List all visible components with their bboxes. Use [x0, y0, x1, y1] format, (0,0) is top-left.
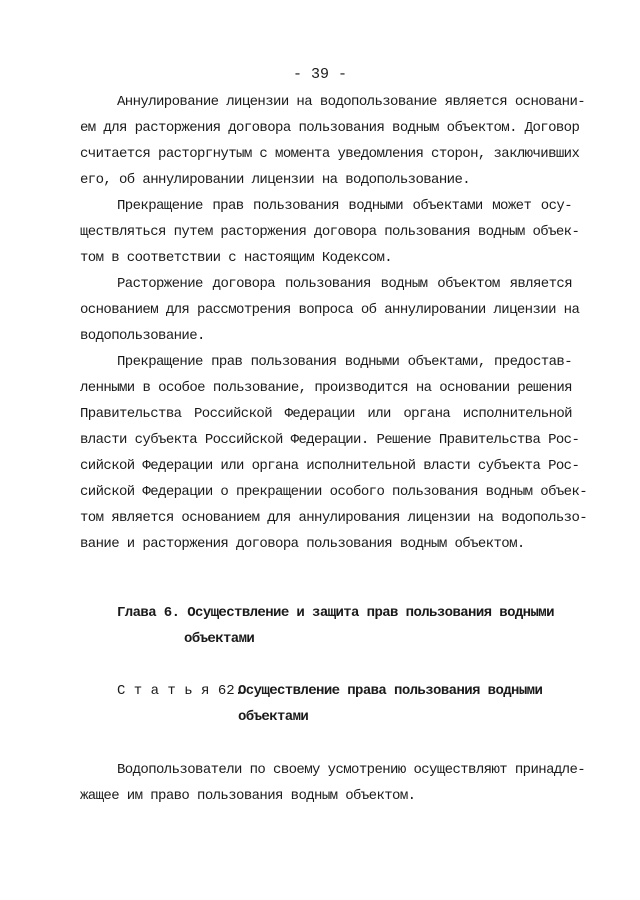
text-line: ем для расторжения договора пользования водным объектом. Договор	[80, 120, 580, 136]
text-line: том в соответствии с настоящим Кодексом.	[80, 250, 393, 266]
text-line: Прекращение прав пользования водными объектами может осу-	[117, 198, 572, 214]
text-line: Водопользователи по своему усмотрению осуществляют принадле-	[117, 762, 586, 778]
text-line: вание и расторжения договора пользования водным объектом.	[80, 536, 525, 552]
text-line: Расторжение договора пользования водным объектом является	[117, 276, 572, 292]
text-line: жащее им право пользования водным объектом.	[80, 788, 416, 804]
text-line: власти субъекта Российской Федерации. Решение Правительства Рос-	[80, 432, 580, 448]
page-number: - 39 -	[292, 66, 347, 83]
article-title-line: Осуществление права пользования водными	[238, 683, 543, 699]
text-line: считается расторгнутым с момента уведомления сторон, заключивших	[80, 146, 580, 162]
chapter-title-line: Глава 6. Осуществление и защита прав пользования водными	[117, 605, 554, 621]
article-label: С т а т ь я 62.	[117, 683, 244, 699]
text-line: основанием для рассмотрения вопроса об аннулировании лицензии на	[80, 302, 580, 318]
text-line: Правительства Российской Федерации или органа исполнительной	[80, 406, 572, 422]
text-line: сийской Федерации о прекращении особого пользования водным объек-	[80, 484, 588, 500]
text-line: том является основанием для аннулирования лицензии на водопользо-	[80, 510, 588, 526]
text-line: его, об аннулировании лицензии на водопользование.	[80, 172, 471, 188]
text-line: водопользование.	[80, 328, 205, 344]
text-line: ленными в особое пользование, производится на основании решения	[80, 380, 572, 396]
text-line: Прекращение прав пользования водными объектами, предостав-	[117, 354, 572, 370]
text-line: Аннулирование лицензии на водопользование является основани-	[117, 94, 586, 110]
text-line: ществляться путем расторжения договора пользования водным объек-	[80, 224, 580, 240]
article-title-line: объектами	[238, 709, 309, 725]
chapter-title-line: объектами	[184, 631, 255, 647]
text-line: сийской Федерации или органа исполнительной власти субъекта Рос-	[80, 458, 580, 474]
